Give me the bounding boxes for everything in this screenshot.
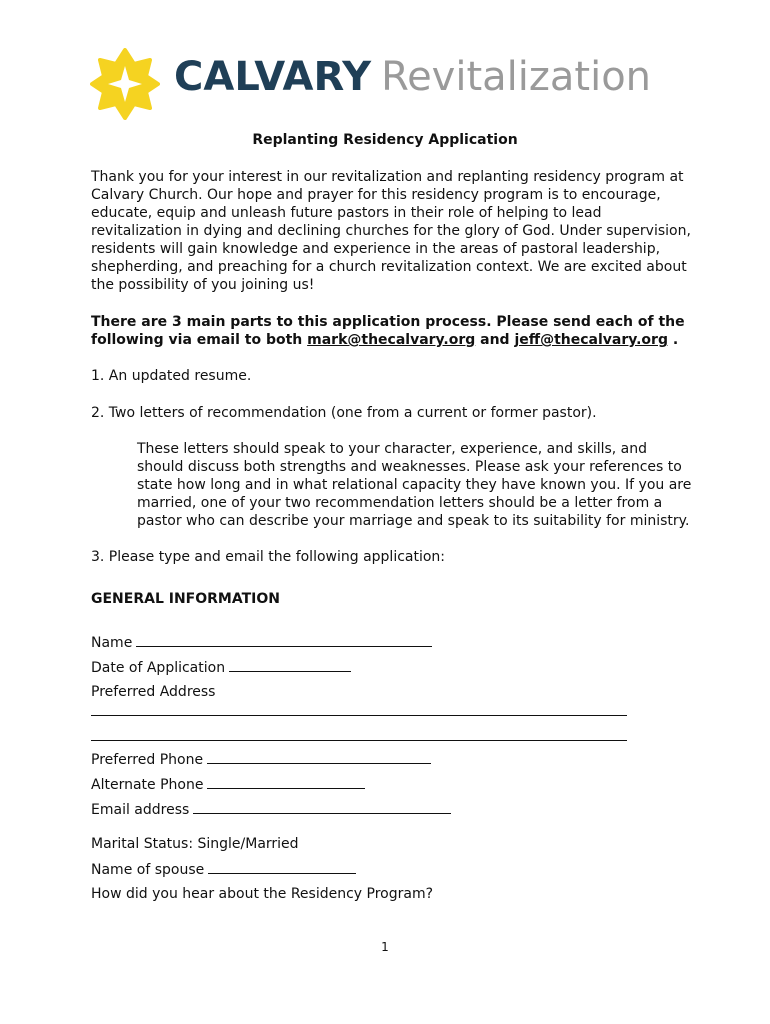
email-label: Email address <box>91 802 190 818</box>
alt-phone-field <box>91 774 365 794</box>
spouse-field <box>91 859 356 879</box>
date-field <box>91 657 351 677</box>
date-label: Date of Application <box>91 660 226 676</box>
end-period: . <box>667 332 679 348</box>
parts-instructions <box>91 313 691 349</box>
email-field <box>91 799 451 819</box>
address-input-line-2[interactable] <box>91 740 627 741</box>
marital-status-label: Marital Status: Single/Married <box>91 836 299 852</box>
alt-phone-label: Alternate Phone <box>91 777 204 793</box>
document-title: Replanting Residency Application <box>252 132 518 148</box>
phone-label: Preferred Phone <box>91 752 204 768</box>
brand-wordmark <box>174 54 651 100</box>
page-number: 1 <box>381 940 389 954</box>
address-label: Preferred Address <box>91 684 216 700</box>
phone-field <box>91 749 431 769</box>
list-item-resume: 1. An updated resume. <box>91 368 252 384</box>
email-link-mark[interactable]: mark@thecalvary.org <box>307 332 476 348</box>
and-text: and <box>475 332 515 348</box>
phone-input-line[interactable] <box>207 749 431 764</box>
section-general-information: GENERAL INFORMATION <box>91 591 280 607</box>
date-input-line[interactable] <box>229 657 351 672</box>
spouse-input-line[interactable] <box>208 859 356 874</box>
list-item-application: 3. Please type and email the following application: <box>91 549 446 565</box>
address-field <box>91 682 215 702</box>
letters-detail: These letters should speak to your character, experience, and skills, and should discuss both strengths and weaknesses. Please ask your references to state how long and in what relational capacity they have known you. If you are married, one of your two recommendation letters should be a letter from a pastor who can describe your marriage and speak to its suitability for ministry. <box>137 441 692 529</box>
email-input-line[interactable] <box>193 799 451 814</box>
name-label: Name <box>91 635 133 651</box>
spouse-label: Name of spouse <box>91 862 205 878</box>
email-link-jeff[interactable]: jeff@thecalvary.org <box>514 332 668 348</box>
star-cross-icon <box>90 48 160 120</box>
address-input-line-1[interactable] <box>91 715 627 716</box>
brand-secondary: Revitalization <box>381 54 652 100</box>
intro-paragraph: Thank you for your interest in our revitalization and replanting residency program at Calvary Church. Our hope and prayer for this residency program is to encourage, educate, equip and unleash future pastors in their role of helping to lead revitalization in dying and declining churches for the glory of God. Under supervision, residents will gain knowledge and experience in the areas of pastoral leadership, shepherding, and preaching for a church revitalization context. We are excited about the possibility of you joining us! <box>91 169 691 293</box>
name-field <box>91 632 432 652</box>
brand-primary: CALVARY <box>174 54 372 100</box>
name-input-line[interactable] <box>136 632 432 647</box>
alt-phone-input-line[interactable] <box>207 774 365 789</box>
list-item-letters: 2. Two letters of recommendation (one from a current or former pastor). <box>91 405 597 421</box>
marital-status-field <box>91 834 299 854</box>
parts-lead: There are 3 main parts to this application process. Please send each of the following via email to both <box>91 314 685 348</box>
referral-label: How did you hear about the Residency Program? <box>91 886 434 902</box>
calvary-logo <box>90 48 690 128</box>
referral-field <box>91 884 433 904</box>
